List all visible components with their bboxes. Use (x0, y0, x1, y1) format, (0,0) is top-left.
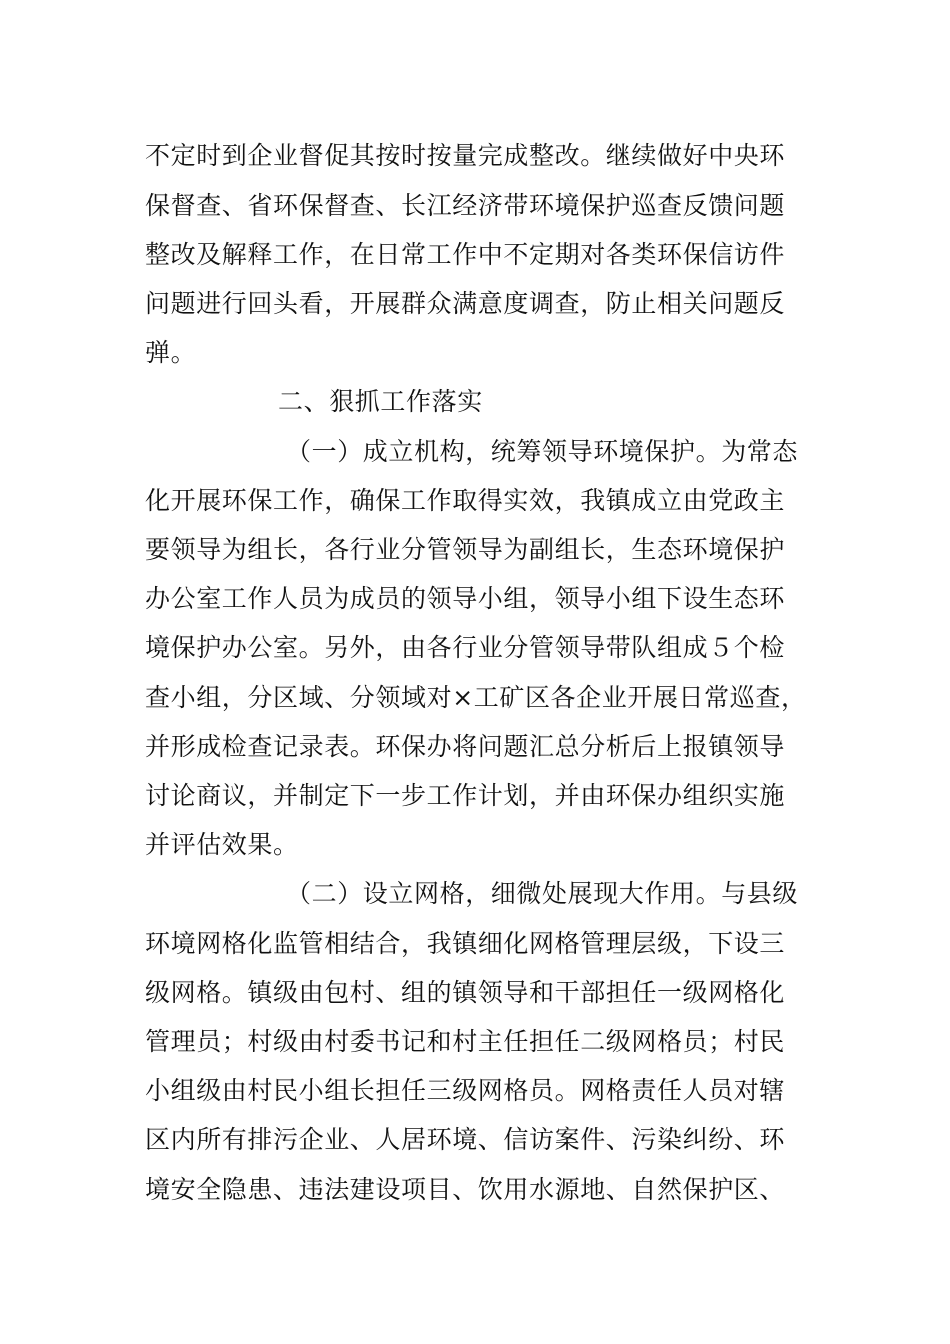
body-line-15: 并评估效果。 (145, 830, 299, 859)
body-line-19: 管理员；村级由村委书记和村主任担任二级网格员；村民 (145, 1027, 786, 1056)
body-line-21: 区内所有排污企业、人居环境、信访案件、污染纠纷、环 (145, 1125, 786, 1154)
body-line-12: 查小组，分区域、分领域对×工矿区各企业开展日常巡查， (145, 683, 807, 712)
subsection-heading-2: （二）设立网格，细微处展现大作用。与县级 (286, 879, 799, 908)
body-line-22: 境安全隐患、违法建设项目、饮用水源地、自然保护区、 (145, 1175, 786, 1204)
body-line-5: 弹。 (145, 338, 197, 367)
body-line-13: 并形成检查记录表。环保办将问题汇总分析后上报镇领导 (145, 732, 786, 761)
body-line-14: 讨论商议，并制定下一步工作计划，并由环保办组织实施 (145, 781, 786, 810)
body-line-20: 小组级由村民小组长担任三级网格员。网格责任人员对辖 (145, 1076, 786, 1105)
body-line-9: 要领导为组长，各行业分管领导为副组长，生态环境保护 (145, 535, 786, 564)
body-line-1: 不定时到企业督促其按时按量完成整改。继续做好中央环 (145, 141, 786, 170)
subsection-heading-1: （一）成立机构，统筹领导环境保护。为常态 (286, 437, 799, 466)
body-line-10: 办公室工作人员为成员的领导小组，领导小组下设生态环 (145, 584, 786, 613)
body-line-3: 整改及解释工作，在日常工作中不定期对各类环保信访件 (145, 240, 786, 269)
body-line-18: 级网格。镇级由包村、组的镇领导和干部担任一级网格化 (145, 978, 786, 1007)
section-heading: 二、狠抓工作落实 (278, 387, 483, 416)
body-line-17: 环境网格化监管相结合，我镇细化网格管理层级，下设三 (145, 929, 786, 958)
body-line-8: 化开展环保工作，确保工作取得实效，我镇成立由党政主 (145, 486, 786, 515)
body-line-4: 问题进行回头看，开展群众满意度调查，防止相关问题反 (145, 289, 786, 318)
body-line-11: 境保护办公室。另外，由各行业分管领导带队组成５个检 (145, 633, 786, 662)
body-line-2: 保督查、省环保督查、长江经济带环境保护巡查反馈问题 (145, 191, 786, 220)
